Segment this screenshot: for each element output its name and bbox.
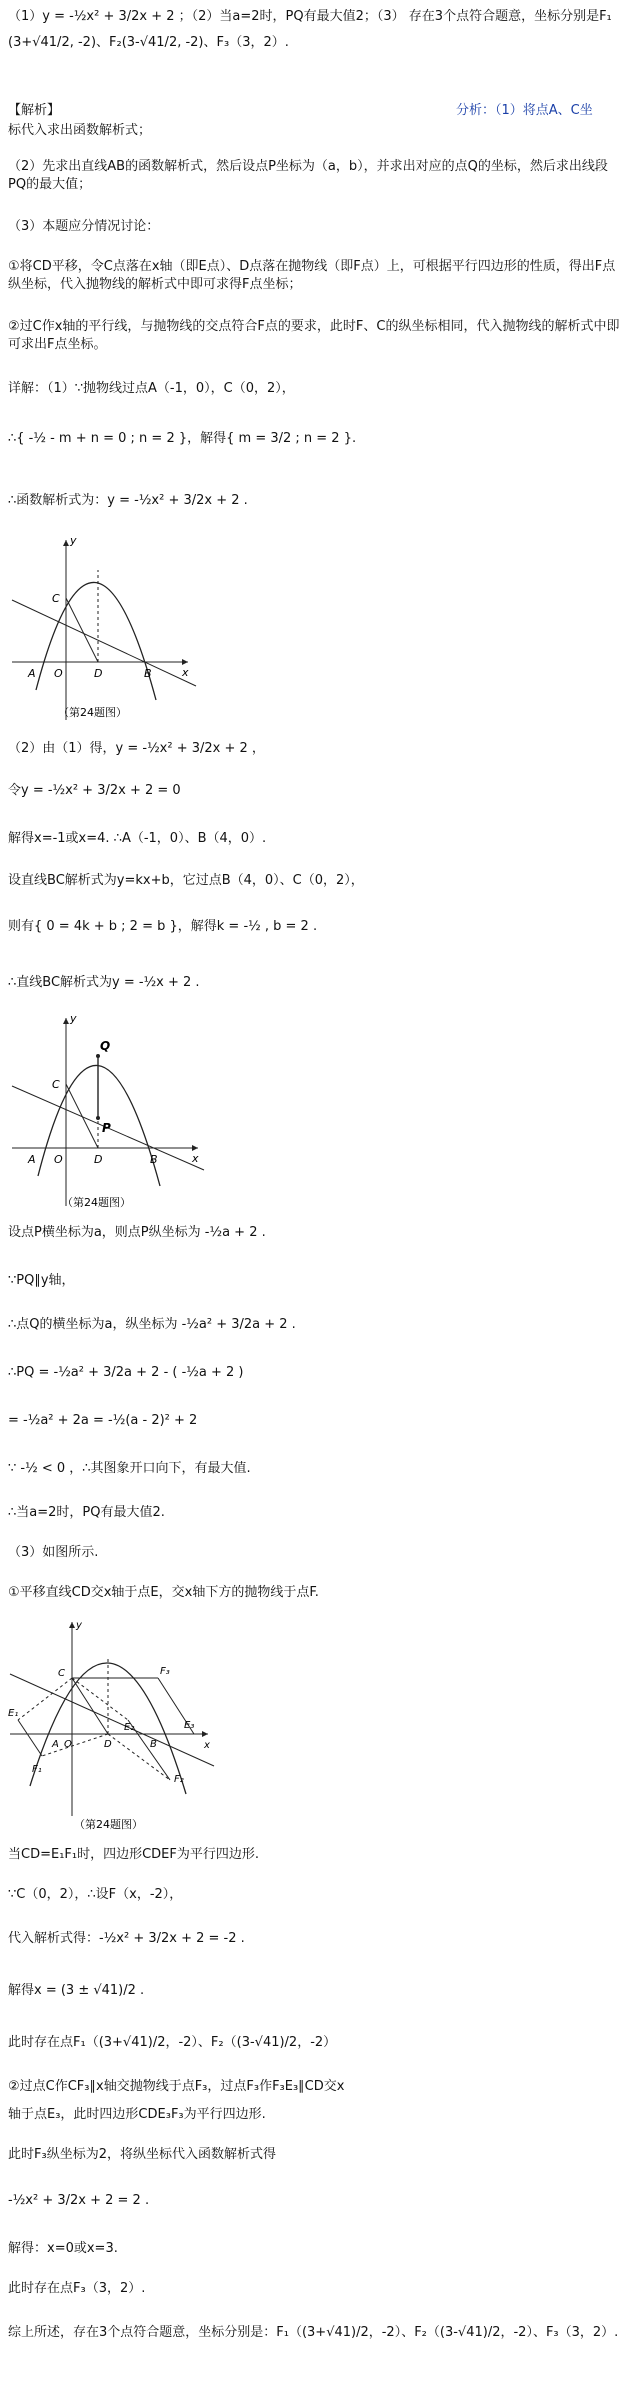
detail-line: 解得：x=0或x=3. <box>8 2241 118 2256</box>
label-c: C <box>52 1078 60 1091</box>
answer-line-1: （1）y = -½x² + 3/2x + 2 ；（2）当a=2时，PQ有最大值2；（3） 存在3个点符合题意，坐标分别是F₁ <box>8 9 612 24</box>
detail-line: 解得x = (3 ± √41)/2 . <box>8 1983 145 1998</box>
analysis-line-1-cont: 标代入求出函数解析式； <box>8 123 152 138</box>
analysis-case-1: ①将CD平移，令C点落在x轴（即E点）、D点落在抛物线（即F点）上，可根据平行四边形的性质，得出F点纵坐标，代入抛物线的解析式中即可求得F点坐标； <box>8 259 616 292</box>
label-d: D <box>104 1739 112 1750</box>
dashed-ce1 <box>18 1678 72 1720</box>
detail-line: ∴直线BC解析式为y = -½x + 2 . <box>8 975 200 990</box>
detail-line: （2）由（1）得，y = -½x² + 3/2x + 2 ， <box>8 741 265 756</box>
detail-line: 此时存在点F₃（3，2）. <box>8 2281 146 2296</box>
detail-line: ∵ -½ < 0 ，∴其图象开口向下，有最大值. <box>8 1461 251 1476</box>
label-e3: E₃ <box>184 1720 195 1731</box>
label-o: O <box>54 667 63 680</box>
detail-line: 此时F₃纵坐标为2，将纵坐标代入函数解析式得 <box>8 2147 276 2162</box>
label-y: y <box>70 1012 77 1025</box>
segment-e1f1 <box>18 1720 42 1756</box>
label-p: P <box>102 1121 111 1135</box>
analysis-part-2: （2）先求出直线AB的函数解析式，然后设点P坐标为（a，b），并求出对应的点Q的坐标，然后求出线段PQ的最大值； <box>8 159 608 192</box>
label-d: D <box>94 667 103 680</box>
analysis-case-2: ②过C作x轴的平行线，与抛物线的交点符合F点的要求，此时F、C的纵坐标相同，代入抛物线的解析式中即可求出F点坐标。 <box>8 319 620 352</box>
dashed-df2 <box>108 1734 170 1780</box>
detail-line: = -½a² + 2a = -½(a - 2)² + 2 <box>8 1413 198 1428</box>
segment-cd <box>66 1084 98 1148</box>
figure-3-caption: （第24题图） <box>74 1818 143 1831</box>
label-b: B <box>144 667 152 680</box>
y-axis-arrow <box>63 1018 69 1024</box>
label-a: A <box>52 1739 59 1750</box>
line-bc <box>12 600 196 686</box>
detail-line: 解得x=-1或x=4. ∴A（-1，0）、B（4，0）. <box>8 831 267 846</box>
detail-line: ∵C（0，2），∴设F（x，-2）， <box>8 1887 183 1902</box>
label-y: y <box>76 1620 82 1631</box>
analysis-part-3: （3）本题应分情况讨论： <box>8 219 160 234</box>
label-x: x <box>182 666 189 679</box>
figure-1-parabola <box>8 530 198 730</box>
label-f1: F₁ <box>32 1764 42 1775</box>
figure-2-caption: （第24题图） <box>62 1196 131 1209</box>
detail-system: ∴{ -½ - m + n = 0 ; n = 2 }，解得{ m = 3/2 ; n = 2 }. <box>8 431 357 446</box>
answer-line-2: (3+√41/2, -2)、F₂(3-√41/2, -2)、F₃（3，2）. <box>8 35 289 50</box>
dashed-ce2 <box>72 1678 128 1720</box>
detail-line: 详解：（1）∵抛物线过点A（-1，0），C（0，2）， <box>8 381 295 396</box>
label-f3: F₃ <box>160 1666 170 1677</box>
label-e1: E₁ <box>8 1708 19 1719</box>
detail-system: 则有{ 0 = 4k + b ; 2 = b }，解得k = -½ , b = 2 . <box>8 919 318 934</box>
detail-line: ∴函数解析式为：y = -½x² + 3/2x + 2 . <box>8 493 248 508</box>
label-f2: F₂ <box>174 1774 184 1785</box>
detail-line: 设点P横坐标为a，则点P纵坐标为 -½a + 2 . <box>8 1225 266 1240</box>
segment-cd <box>66 598 98 662</box>
detail-line: ∴点Q的横坐标为a，纵坐标为 -½a² + 3/2a + 2 . <box>8 1317 296 1332</box>
detail-line: 此时存在点F₁（(3+√41)/2，-2）、F₂（(3-√41)/2，-2） <box>8 2035 337 2050</box>
label-q: Q <box>100 1039 111 1053</box>
detail-line: -½x² + 3/2x + 2 = 2 . <box>8 2193 150 2208</box>
figure-2-parabola-pq <box>8 1006 208 1216</box>
detail-conclusion: 综上所述，存在3个点符合题意，坐标分别是：F₁（(3+√41)/2，-2）、F₂（(3-√41)/2，-2）、F₃（3，2）. <box>8 2325 619 2340</box>
label-o: O <box>54 1153 63 1166</box>
label-a: A <box>28 1153 36 1166</box>
y-axis-arrow <box>63 540 69 546</box>
label-b: B <box>150 1153 158 1166</box>
label-x: x <box>192 1152 199 1165</box>
detail-line: ∴PQ = -½a² + 3/2a + 2 - ( -½a + 2 ) <box>8 1365 244 1380</box>
label-e2: E₂ <box>124 1722 135 1733</box>
figure-3-parallelograms <box>8 1616 218 1836</box>
label-c: C <box>58 1668 65 1679</box>
detail-line: 代入解析式得：-½x² + 3/2x + 2 = -2 . <box>8 1931 245 1946</box>
detail-line: ②过点C作CF₃∥x轴交抛物线于点F₃，过点F₃作F₃E₃∥CD交x <box>8 2079 345 2094</box>
detail-line: 设直线BC解析式为y=kx+b，它过点B（4，0）、C（0，2）， <box>8 873 364 888</box>
detail-line: 当CD=E₁F₁时，四边形CDEF为平行四边形. <box>8 1847 260 1862</box>
detail-line: ∴当a=2时，PQ有最大值2. <box>8 1505 165 1520</box>
figure-1-caption: （第24题图） <box>58 706 127 719</box>
label-y: y <box>70 534 77 547</box>
detail-line: 轴于点E₃，此时四边形CDE₃F₃为平行四边形. <box>8 2107 266 2122</box>
label-d: D <box>94 1153 103 1166</box>
analysis-tag: 【解析】 <box>8 103 61 118</box>
detail-line: 令y = -½x² + 3/2x + 2 = 0 <box>8 783 181 798</box>
detail-line: ∵PQ∥y轴， <box>8 1273 75 1288</box>
point-p <box>96 1116 100 1120</box>
label-c: C <box>52 592 60 605</box>
label-x: x <box>204 1740 210 1751</box>
label-o: O <box>64 1739 72 1750</box>
x-axis-arrow <box>182 659 188 665</box>
label-b: B <box>150 1739 157 1750</box>
x-axis-arrow <box>202 1731 208 1737</box>
segment-cd <box>72 1678 108 1734</box>
point-q <box>96 1054 100 1058</box>
detail-line: （3）如图所示. <box>8 1545 99 1560</box>
x-axis-arrow <box>192 1145 198 1151</box>
label-a: A <box>28 667 36 680</box>
detail-line: ①平移直线CD交x轴于点E，交x轴下方的抛物线于点F. <box>8 1585 319 1600</box>
y-axis-arrow <box>69 1622 75 1628</box>
analysis-label: 分析：（1）将点A、C坐 <box>456 103 593 118</box>
